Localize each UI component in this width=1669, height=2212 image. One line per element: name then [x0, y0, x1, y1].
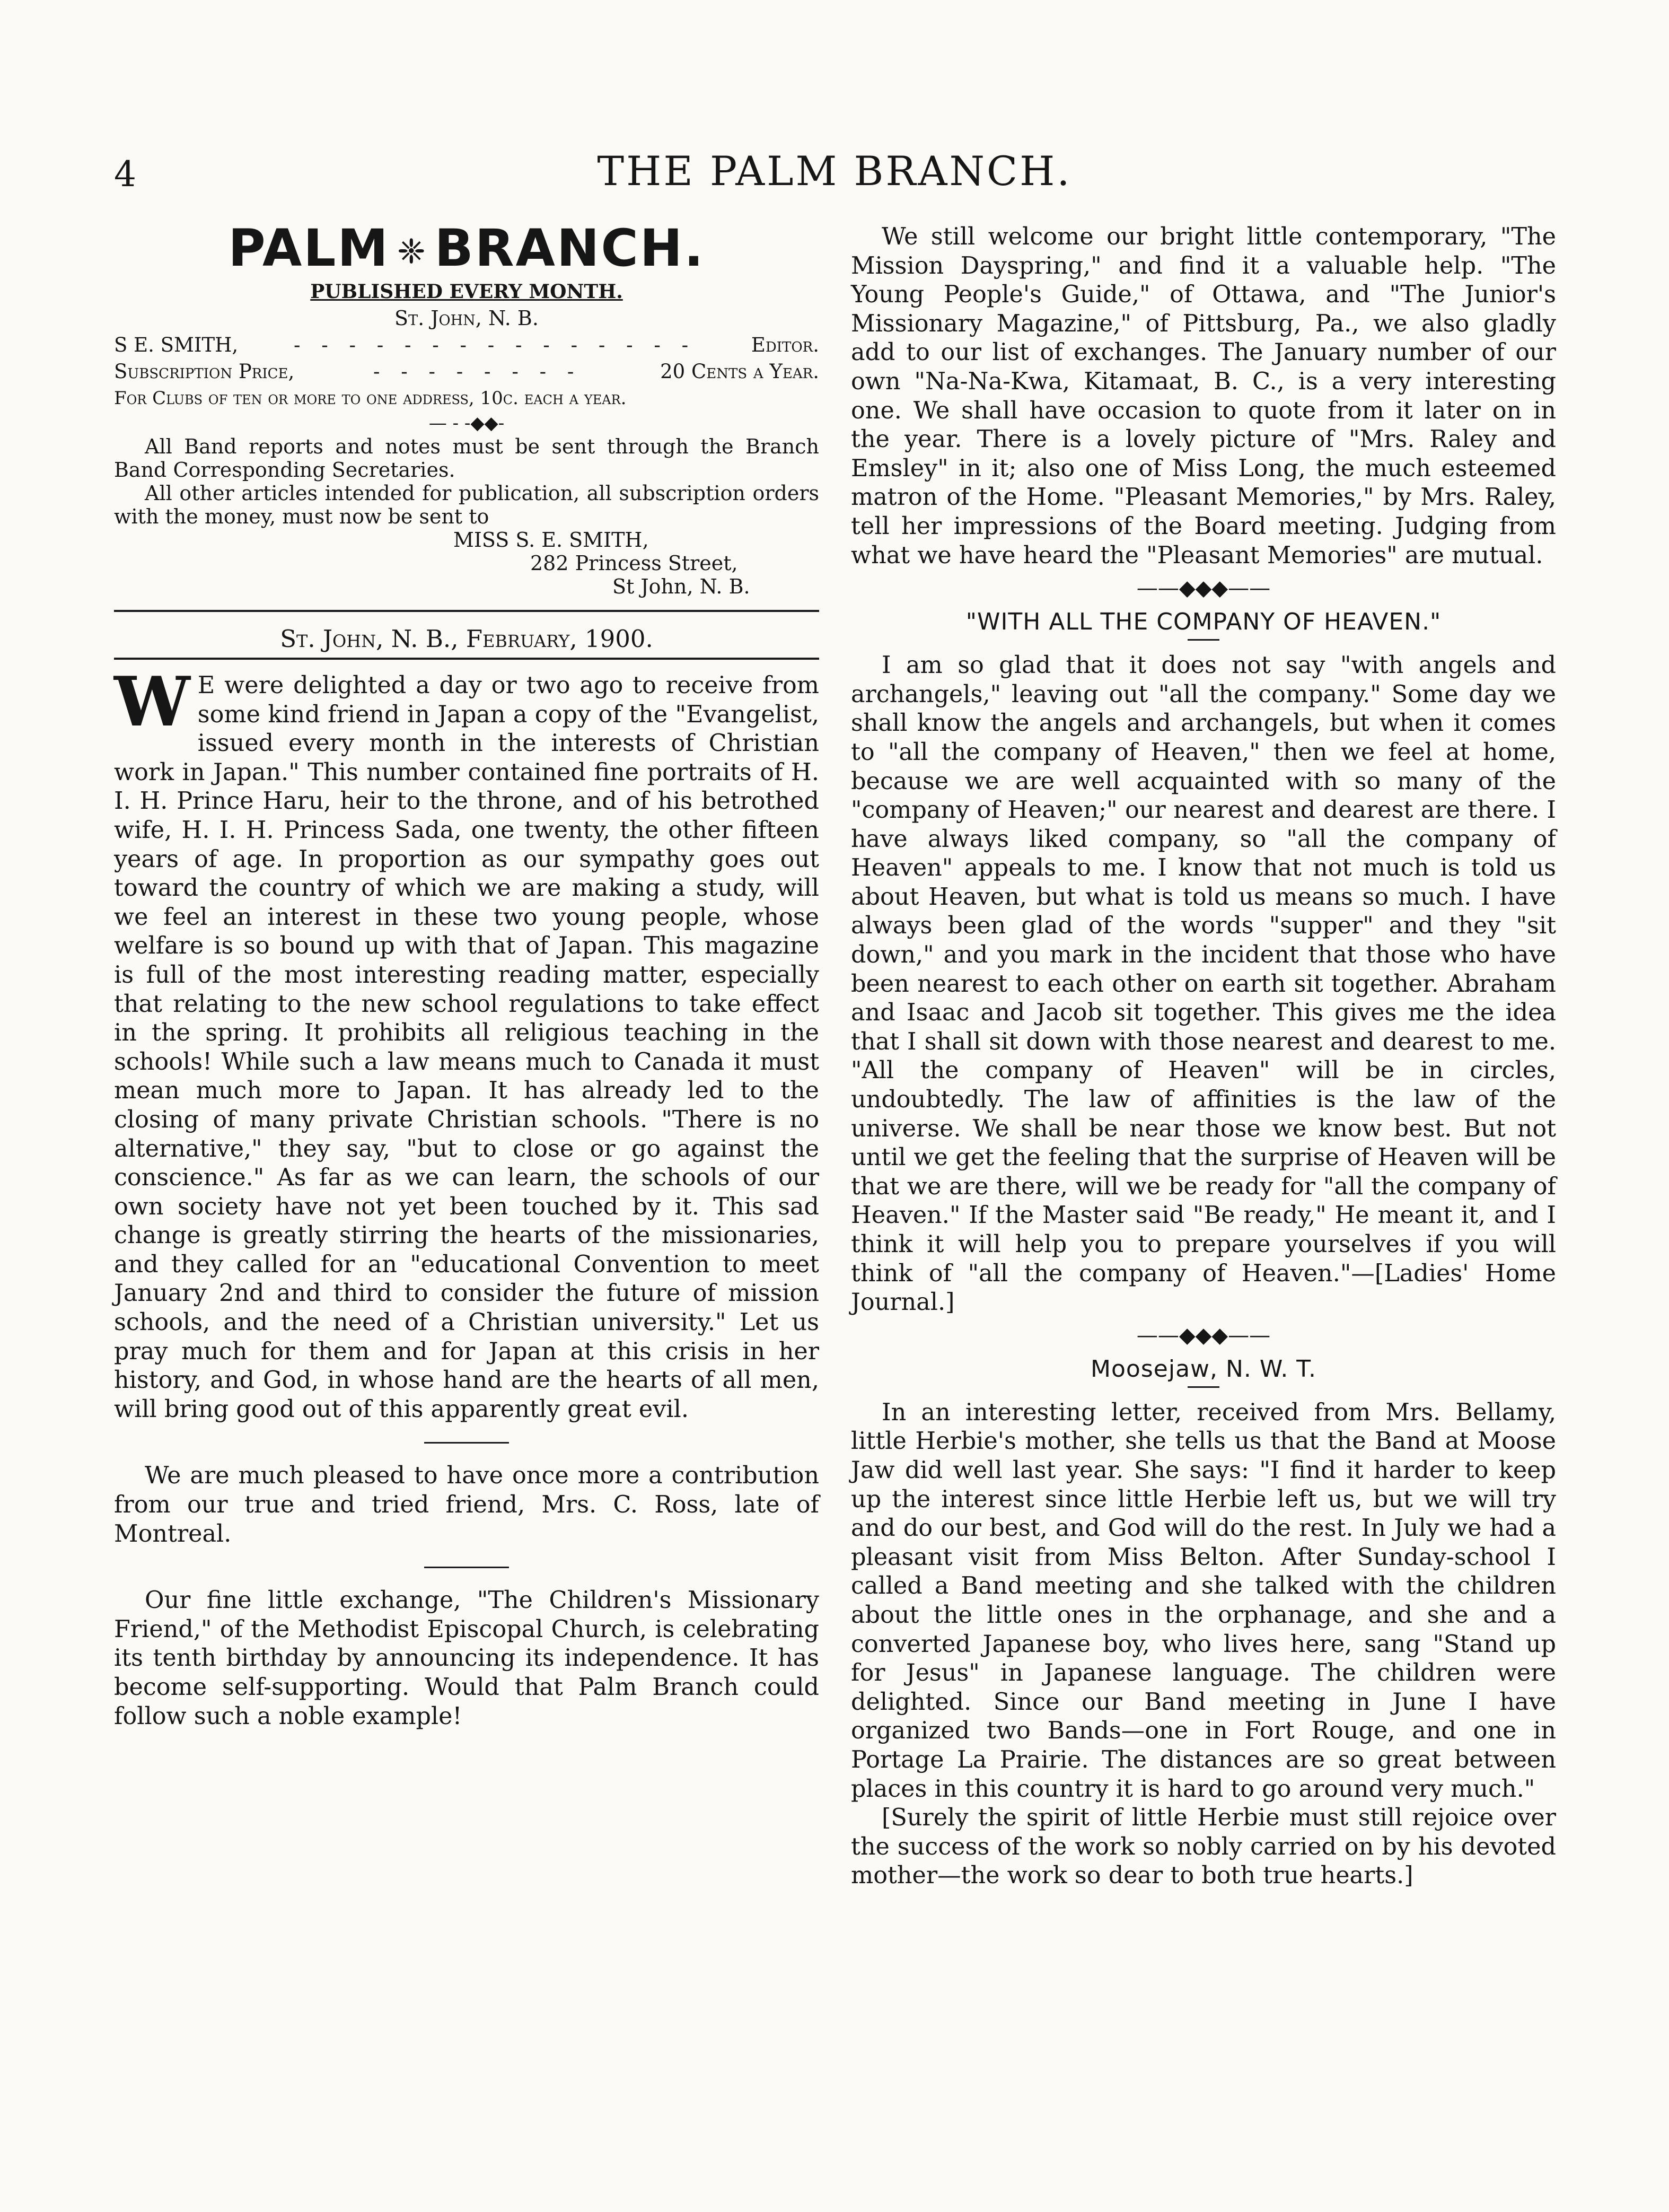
masthead-place: St. John, N. B.	[394, 307, 539, 330]
editor-row: S E. SMITH, - - - - - - - - - - - - - - - Editor.	[114, 332, 819, 359]
note-articles: All other articles intended for publication, all subscription orders with the money, must now be sent to	[114, 482, 819, 528]
heading-underline	[1188, 1386, 1219, 1388]
article-exchanges: We still welcome our bright little contemporary, "The Mission Dayspring," and find it a valuable help. "The Young People's Guide," of Ottawa, and "The Junior's Missionary Magazine," of Pittsburg, Pa., we also gladly add to our list of exchanges. The January number of our own "Na-Na-Kwa, Kitamaat, B. C., is a very interesting one. We shall have occasion to quote from it later on in the year. There is a lovely picture of "Mrs. Raley and Emsley" in it; also one of Miss Long, the much esteemed matron of the Home. "Pleasant Memories," by Mrs. Raley, tell her impressions of the Board meeting. Judging from what we have heard the "Pleasant Memories" are mutual.	[851, 223, 1556, 569]
published-line: PUBLISHED EVERY MONTH.	[310, 281, 623, 303]
editor-role: Editor.	[751, 334, 819, 356]
masthead-title	[114, 218, 819, 278]
article-herbie: [Surely the spirit of little Herbie must still rejoice over the success of the work so nobly carried on by his devoted mother—the work so dear to both true hearts.]	[851, 1804, 1556, 1890]
article-japan-text: E were delighted a day or two ago to receive from some kind friend in Japan a copy of the "Evangelist, issued every month in the interests of Christian work in Japan." This number contained fine portraits of H. I. H. Prince Haru, heir to the throne, and of his betrothed wife, H. I. H. Princess Sada, one twenty, the other fifteen years of age. In proportion as our sympathy goes out toward the country of which we are making a study, will we feel an interest in these two young people, whose welfare is so bound up with that of Japan. This magazine is full of the most interesting reading matter, especially that relating to the new school regulations to take effect in the spring. It prohibits all religious teaching in the schools! While such a law means much to Canada it must mean much more to Japan. It has already led to the closing of many private Christian schools. "There is no alternative," they say, "but to close or go against the conscience." As far as we can learn, the schools of our own society have not yet been touched by it. This sad change is greatly stirring the hearts of the missionaries, and they called for an "educational Convention to meet January 2nd and third to consider the future of mission schools, and the need of a Christian university." Let us pray much for them and for Japan at this crisis in her history, and God, in whose hand are the hearts of all men, will bring good out of this apparently great evil.	[114, 672, 819, 1423]
article-moosejaw: In an interesting letter, received from Mrs. Bellamy, little Herbie's mother, she tells us that the Band at Moose Jaw did well last year. She says: "I find it harder to keep up the interest since little Herbie left us, but we will try and do our best, and God will do the rest. In July we had a pleasant visit from Miss Belton. After Sunday-school I called a Band meeting and she talked with the children about the little ones in the orphanage, and she and a converted Japanese boy, who lives here, sang "Stand up for Jesus" in Japanese language. The children were delighted. Since our Band meeting in June I have organized two Bands—one in Fort Rouge, and one in Portage La Prairie. The distances are so great between places in this country it is hard to go around very much."	[851, 1398, 1556, 1803]
short-rule	[424, 1567, 509, 1568]
article-company-of-heaven: I am so glad that it does not say "with angels and archangels," leaving out "all the company." Some day we shall know the angels and archangels, but when it comes to "all the company of Heaven," then we feel at home, because we are well acquainted with so many of the "company of Heaven;" our nearest and dearest are there. I have always liked company, so "all the company of Heaven" appeals to me. I know that not much is told us about Heaven, but what is told us means so much. I have always been glad of the words "supper" and they "sit down," and you mark in the incident that those who have been nearest to each other on earth sit together. Abraham and Isaac and Jacob sit together. This gives me the idea that I shall sit down with those nearest and dearest to me. "All the company of Heaven" will be in circles, undoubtedly. The law of affinities is the law of the universe. We shall be near those we know best. But not until we get the feeling that the surprise of Heaven will be that we are there, will we be ready for "all the company of Heaven." If the Master said "Be ready," He meant it, and I think it will help you to prepare yourselves if you will think of "all the company of Heaven."—[Ladies' Home Journal.]	[851, 652, 1556, 1316]
heading-company-of-heaven: "WITH ALL THE COMPANY OF HEAVEN."	[965, 608, 1442, 636]
article-japan	[114, 662, 819, 1424]
editor-name: S E. SMITH,	[114, 334, 239, 356]
address-street: 282 Princess Street,	[530, 552, 738, 575]
dateline-rule	[114, 658, 819, 660]
ornament-divider: ——◆◆◆——	[1136, 1323, 1271, 1348]
note-band-reports: All Band reports and notes must be sent through the Branch Band Corresponding Secretaries.	[114, 435, 819, 482]
left-column	[114, 218, 819, 1731]
drop-cap: W	[114, 662, 190, 742]
price-row: Subscription Price, - - - - - - - - 20 Cents a Year.	[114, 359, 819, 385]
article-mrs-ross: We are much pleased to have once more a contribution from our true and tried friend, Mrs. C. Ross, late of Montreal.	[114, 1462, 819, 1547]
clubs-line: For Clubs of ten or more to one address, 10c. each a year.	[114, 388, 627, 409]
dateline: St. John, N. B., February, 1900.	[280, 625, 653, 653]
masthead-title-right: BRANCH.	[434, 218, 705, 278]
price-label: Subscription Price,	[114, 360, 295, 383]
running-head: THE PALM BRANCH.	[597, 147, 1072, 195]
address-name: MISS S. E. SMITH,	[453, 528, 649, 552]
heading-underline	[1188, 639, 1219, 641]
short-rule	[424, 1442, 509, 1444]
ornamental-rule: — - -◆◆-	[428, 413, 505, 434]
price-value: 20 Cents a Year.	[660, 360, 819, 383]
ornament-divider: ——◆◆◆——	[1136, 576, 1271, 601]
page-number: 4	[114, 154, 136, 195]
right-column	[851, 223, 1556, 1891]
masthead-title-left: PALM	[228, 218, 390, 278]
ornament-icon: ❈	[397, 232, 427, 272]
article-childrens-friend: Our fine little exchange, "The Children's Missionary Friend," of the Methodist Episcopal Church, is celebrating its tenth birthday by announcing its independence. It has become self-supporting. Would that Palm Branch could follow such a noble example!	[114, 1587, 819, 1730]
masthead-rule	[114, 610, 819, 612]
address-city: St John, N. B.	[612, 575, 750, 598]
heading-moosejaw: Moosejaw, N. W. T.	[1091, 1355, 1316, 1383]
address-block	[114, 528, 819, 598]
